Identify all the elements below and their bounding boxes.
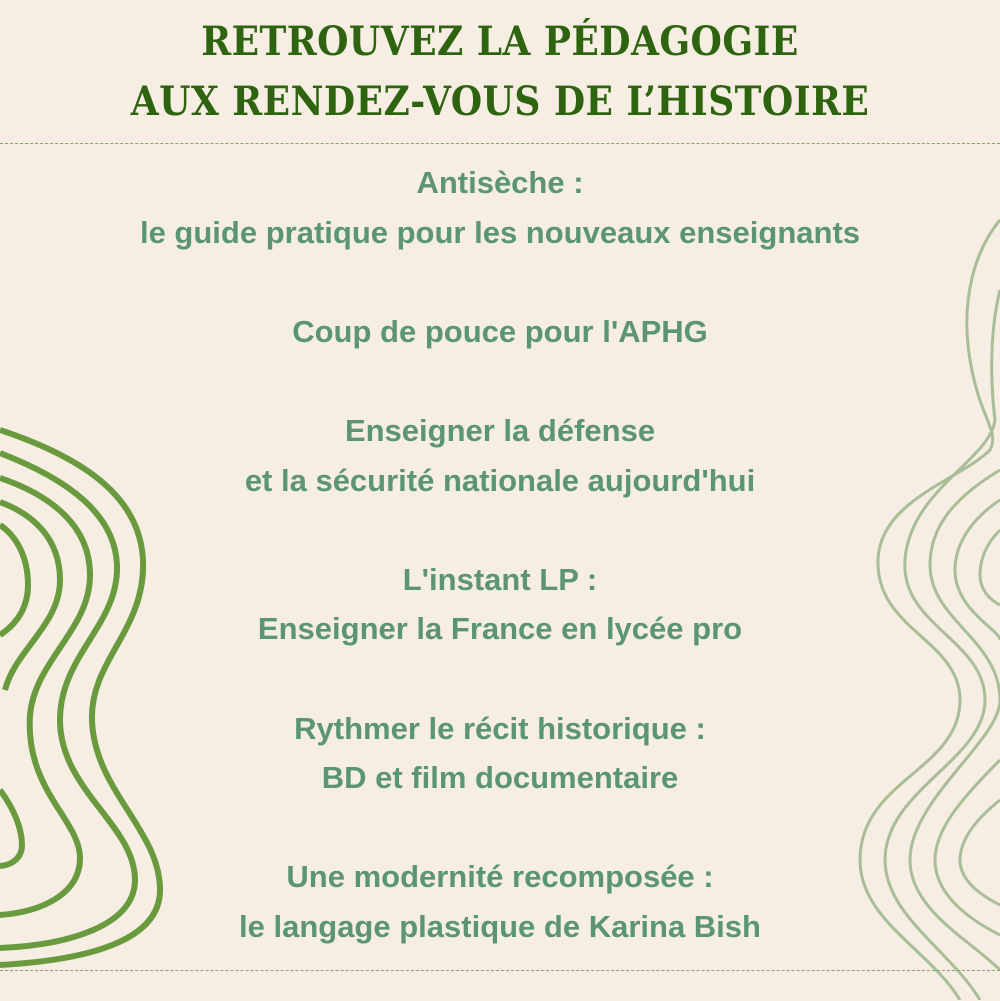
session-item [0,555,1000,654]
session-title: Coup de pouce pour l'APHG [292,313,708,349]
session-item [0,307,1000,357]
bottom-divider [0,970,1000,971]
top-divider [0,143,1000,144]
session-subtitle: le langage plastique de Karina Bish [239,908,761,944]
session-subtitle: le guide pratique pour les nouveaux enseignants [139,214,861,250]
session-item [0,406,1000,505]
session-title: Enseigner la défense [344,412,656,448]
session-title: Une modernité recomposée : [286,859,714,895]
session-title: Rythmer le récit historique : [294,710,706,746]
session-title: Antisèche : [416,165,584,200]
session-title: L'instant LP : [402,561,598,597]
session-item [0,704,1000,803]
poster-title-line-1: RETROUVEZ LA PÉDAGOGIE [201,18,799,65]
session-subtitle: BD et film documentaire [321,760,679,796]
session-subtitle: Enseigner la France en lycée pro [257,611,743,647]
session-list [0,158,1000,1001]
poster-title-line-2: AUX RENDEZ-VOUS DE L’HISTOIRE [130,78,870,125]
session-item [0,852,1000,951]
session-subtitle: et la sécurité nationale aujourd'hui [244,462,756,498]
session-item [0,158,1000,257]
